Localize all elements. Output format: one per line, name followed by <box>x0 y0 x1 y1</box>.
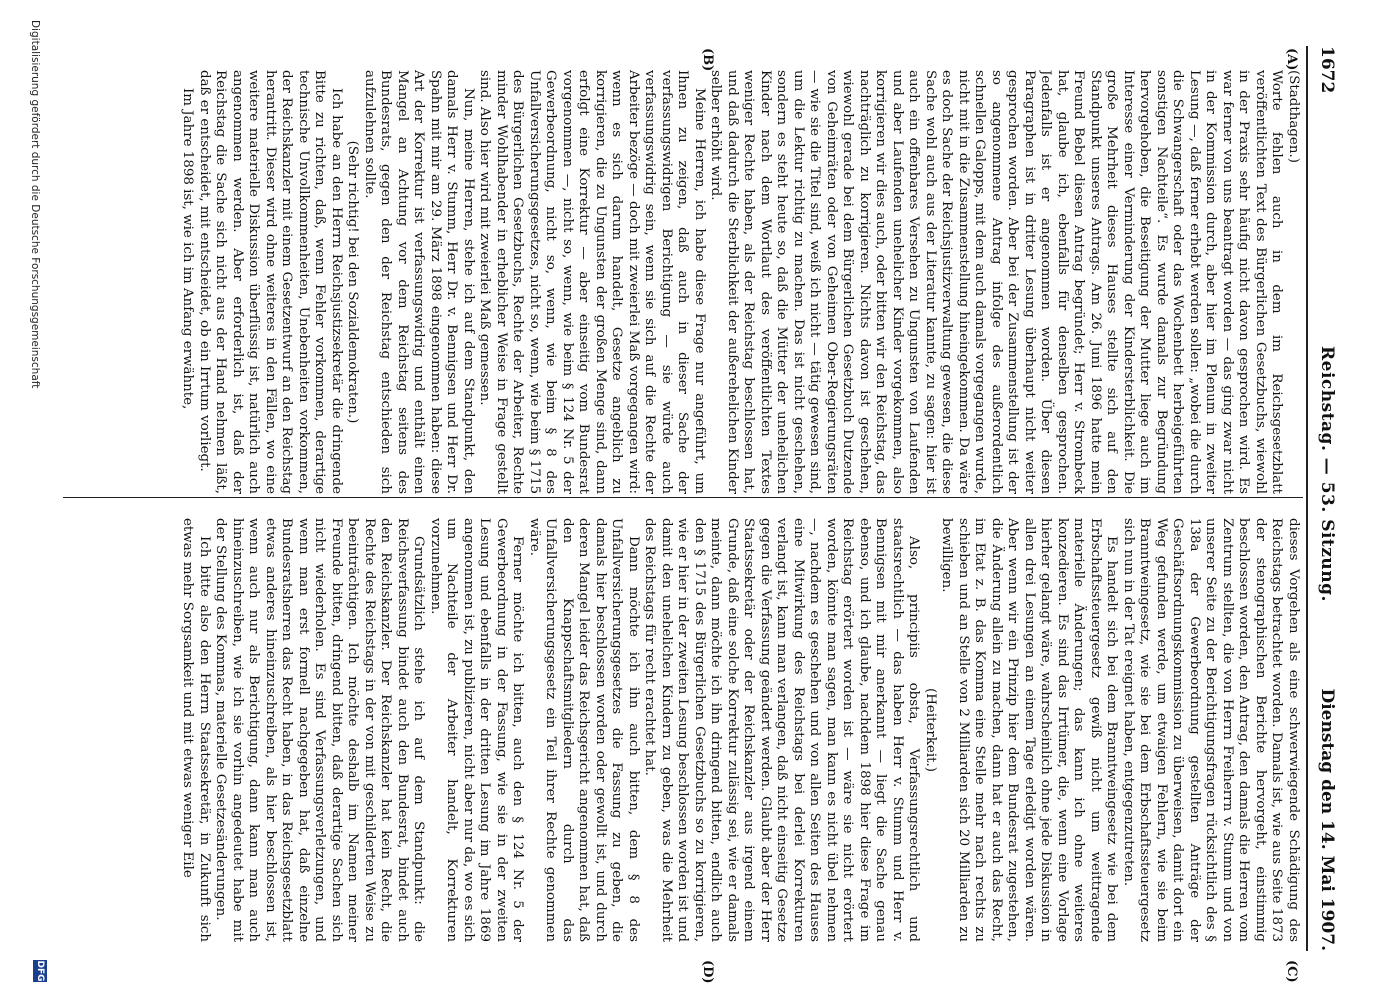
paragraph: Es handelt sich bei dem Branntweingesetz wie bei dem Erbschaftssteuergesetz gewiß nicht um weittragende materielle Änderungen; das kann ich ohne weiteres konzedieren. Es sind das Irrtümer, die, wenn eine Vorlage hierher gelangt wäre, wahrscheinlich ohne jede Diskussion in allen drei Lesungen an einem Tage erledigt worden wären. Aber wenn wir ein Prinzip hier dem Bundesrat zugestehen, die Änderung allein zu machen, dann hat er auch das Recht, im Etat z. B. das Komma eine Stelle mehr nach rechts zu schieben und an Stelle von 2 Milliarden sich 20 Milliarden zu bewilligen. <box>939 518 1120 942</box>
paragraph: Ferner möchte ich bitten, auch den § 124 Nr. 5 der Gewerbeordnung in der Fassung, wie sie in der zweiten Lesung und ebenfalls in der dritten Lesung im Jahre 1869 angenommen ist, zu publizieren, nicht aber nur da, wo es sich um Nachteile der Arbeiter handelt, Korrekturen vorzunehmen. <box>428 518 526 942</box>
page-header <box>1311 46 1337 951</box>
paragraph: Ich bitte also den Herrn Staatssekretär, in Zukunft sich etwas mehr Sorgsamkeit und mit etwas weniger Eile <box>180 518 212 942</box>
paragraph: dieses Vorgehen als eine schwerwiegende Schädigung des Reichstags betrachtet worden. Damals ist, wie aus Seite 1873 der stenographischen Berichte hervorgeht, einstimmig beschlossen worden, den Antrag, den damals die Herren vom Zentrum stellten, die von Herrn Freiherrn v. Stumm und von unserer Seite zu der Berichtigungsfragen rücksichtlich des § 138a der Gewerbeordnung gestellten Anträge der Geschäftsordnungskommission zu überweisen, damit dort ein Weg gefunden werde, um etwaigen Fehlern, wie sie beim Branntweingesetz, wie sie bei dem Erbschaftssteuergesetz sich nun in der Tat ereignet haben, entgegenzutreten. <box>1121 518 1301 942</box>
paragraph: Dann möchte ich ihn auch bitten, dem § 8 des Unfallversicherungsgesetzes die Fassung zu geben, die damals hier beschlossen worden oder gewollt ist, und durch deren Mangel leider das Reichsgericht angenommen hat, daß den Knappschaftsmitgliedern durch das Unfallversicherungsgesetz ein Teil ihrer Rechte genommen wäre. <box>527 518 641 942</box>
margin-mark-a: (A) <box>1284 48 1299 71</box>
dfg-logo: DFG <box>35 960 45 982</box>
session-date: Dienstag den 14. Mai 1907. <box>1317 688 1337 951</box>
margin-mark-d: (D) <box>700 960 715 984</box>
paragraph: Grundsätzlich stehe ich auf dem Standpunkt: die Reichsverfassung bindet auch den Bundesrat, bindet auch den Reichskanzler. Der Reichskanzler hat kein Recht, die Rechte des Reichstags in der von mit geschilderten Weise zu beeinträchtigen. Ich möchte deshalb im Namen meiner Freunde bitten, dringend bitten, daß derartige Sachen sich nicht wiederholen. Es sind Verfassungsverletzungen, und wenn man erst formell nachgegeben hat, daß einzelne Bundesratsherren das Recht haben, in das Reichsgesetzblatt etwas anderes hineinzuschreiben, als hier beschlossen ist, wenn auch nur als Berichtigung, dann kann man auch hineinzuschreiben, wie ich sie vorhin angedeutet habe mit der Stellung des Kommas, materielle Gesetzesänderungen. <box>213 518 427 942</box>
left-column <box>66 70 1301 494</box>
interjection: (Sehr richtig! bei den Sozialdemokraten.) <box>345 140 361 424</box>
page-number: 1672 <box>1317 46 1337 94</box>
digitization-credit: Digitalisierung gefördert durch die Deutsche Forschungsgemeinschaft <box>29 20 41 389</box>
paragraph: Im Jahre 1898 ist, wie ich im Anfang erwähnte, <box>180 88 196 410</box>
header-rule <box>1306 46 1308 951</box>
margin-mark-c: (C) <box>1284 960 1299 983</box>
paragraph: Nun, meine Herren, stehe ich auf dem Standpunkt, den damals Herr v. Stumm, Herr Dr. v. Bennigsen und Herr Dr. Spahn mit mir am 29. März 1898 eingenommen haben: diese Art der Korrektur ist verfassungswidrig und enthält einen Mangel an Achtung vor dem Reichstag seitens des Bundesrats, gegen den der Reichstag entschieden sich aufzulehnen sollte. <box>362 70 476 494</box>
margin-mark-b: (B) <box>700 48 715 72</box>
right-column <box>66 518 1301 942</box>
session-title: Reichstag. — 53. Sitzung. <box>1317 346 1337 602</box>
speaker-name: (Stadthagen.) <box>1286 70 1301 163</box>
paragraph: Also, principiis obsta, Verfassungsrechtlich und staatsrechtlich — das haben Herr v. Stumm und Herr v. Bennigsen mit mir anerkannt — liegt die Sache genau ebenso, und ich glaube, nachdem 1898 hier diese Frage im Reichstag erörtert worden ist — wäre sie nicht erörtert worden, könnte man sagen, man kann es nicht übel nehmen —, nachdem es geschehen und von allen Seiten des Hauses eine Mitwirkung des Reichstags bei derlei Korrekturen verlangt ist, kann man verlangen, daß nicht einseitig Gesetze gegen die Verfassung geändert werden. Glaubt aber der Herr Staatssekretär oder der Reichskanzler aus irgend einem Grunde, daß eine solche Korrektur zulässig sei, wie er damals meinte, dann möchte ich ihn dringend bitten, endlich auch den § 1715 des Bürgerlichen Gesetzbuchs so zu korrigieren, wie er hier in der zweiten Lesung beschlossen worden ist und damit den unehelichen Kindern zu geben, was die Mehrheit des Reichstags für recht erachtet hat. <box>642 518 922 942</box>
column-divider <box>63 497 1303 498</box>
paragraph: Meine Herren, ich habe diese Frage nur angeführt, um Ihnen zu zeigen, daß auch in dieser Sache der verfassungswidrigen Berichtigung — sie würde auch verfassungswidrig sein, wenn sie sich auf die Rechte der Arbeiter bezöge — doch mit zweierlei Maß vorgegangen wird: wenn es sich darum handelt, Gesetze angeblich zu korrigieren, die zu Ungunsten der großen Menge sind, dann erfolgt eine Korrektur — aber einseitig vom Bundesrat vorgenommen —, nicht so, wenn, wie beim § 124 Nr. 5 der Gewerbeordnung, nicht so, wenn, wie beim § 8 des Unfallversicherungsgesetzes, nicht so, wenn, wie beim § 1715 des Bürgerlichen Gesetzbuchs, Rechte der Arbeiter, Rechte minder Wohlhabender in erheblicher Weise in Frage gestellt sind. Also hier wird mit zweierlei Maß gemessen. <box>477 70 707 494</box>
paragraph: Ich habe an den Herrn Reichsjustizsekretär die dringende Bitte zu richten, daß, wenn Fehler vorkommen, derartige technische Unvollkommenheiten, Unebenheiten vorkommen, der Reichskanzler mit einem Gesetzentwurf an den Reichstag herantritt. Dieser wird ohne weiteres in den Fällen, wo eine weitere materielle Diskussion überflüssig ist, natürlich auch angenommen werden. Aber erforderlich ist, daß der Reichstag die Sache sich nicht aus der Hand nehmen läßt, daß er entscheidet, mit entscheidet, ob ein Irrtum vorliegt. <box>197 70 344 494</box>
interjection: (Heiterkeit.) <box>923 688 938 772</box>
paragraph: Worte fehlen auch in dem im Reichsgesetzblatt veröffentlichten Text des Bürgerlichen Gesetzbuchs, wiewohl in der Praxis sehr häufig nicht davon gesprochen wird. Es war ferner von uns beantragt worden — das ging zwar nicht in der Kommission durch, aber hier im Plenum in zweiter Lesung —, daß ferner erhebt werden sollen: „wobei die durch die Schwangerschaft oder das Wochenbett herbeigeführten sonstigen Nachteile“. Es wurde damals zur Begründung hervorgehoben, die Beseitigung der Mutter liege auch im Interesse einer Verminderung der Kindersterblichkeit. Die große Mehrheit dieses Hauses stellte sich auf den Standpunkt unseres Antrags. Am 26. Juni 1896 hatte mein Freund Bebel diesen Antrag begründet; Herr v. Strombeck hat, glaube ich, ebenfalls für denselben gesprochen. Jedenfalls ist er angenommen worden. Über diesen Paragraphen ist in dritter Lesung überhaupt nicht weiter gesprochen worden. Aber bei der Zusammenstellung ist der so angenommene Antrag infolge des außerordentlich schnellen Galopps, mit dem auch damals vorgegangen wurde, nicht mit in die Zusammenstellung hineingekommen. Da wäre es doch Sache der Reichsjustizverwaltung gewesen, die diese Sache wohl auch aus der Literatur kannte, zu sagen: hier ist auch ein offenbares Versehen zu Ungunsten von Laufenden und aber Laufenden unehelicher Kinder vorgekommen, also korrigieren wir dies auch, oder bitten wir den Reichstag, das nachträglich zu korrigieren. Nichts davon ist geschehen, wiewohl gerade bei dem Bürgerlichen Gesetzbuch Dutzende von Geheimräten oder von Geheimen Ober-Regierungsräten — wie sie die Titel sind, weiß ich nicht — tätig gewesen sind, um die Lektur richtig zu machen. Das ist nicht geschehen, sondern es steht heute so, daß die Mütter der unehelichen Kinder nach dem Wortlaut des veröffentlichten Textes weniger Rechte haben, als der Reichstag beschlossen hat, und daß dadurch die Sterblichkeit der außerehelichen Kinder selber erhöht wird. <box>708 70 1285 494</box>
